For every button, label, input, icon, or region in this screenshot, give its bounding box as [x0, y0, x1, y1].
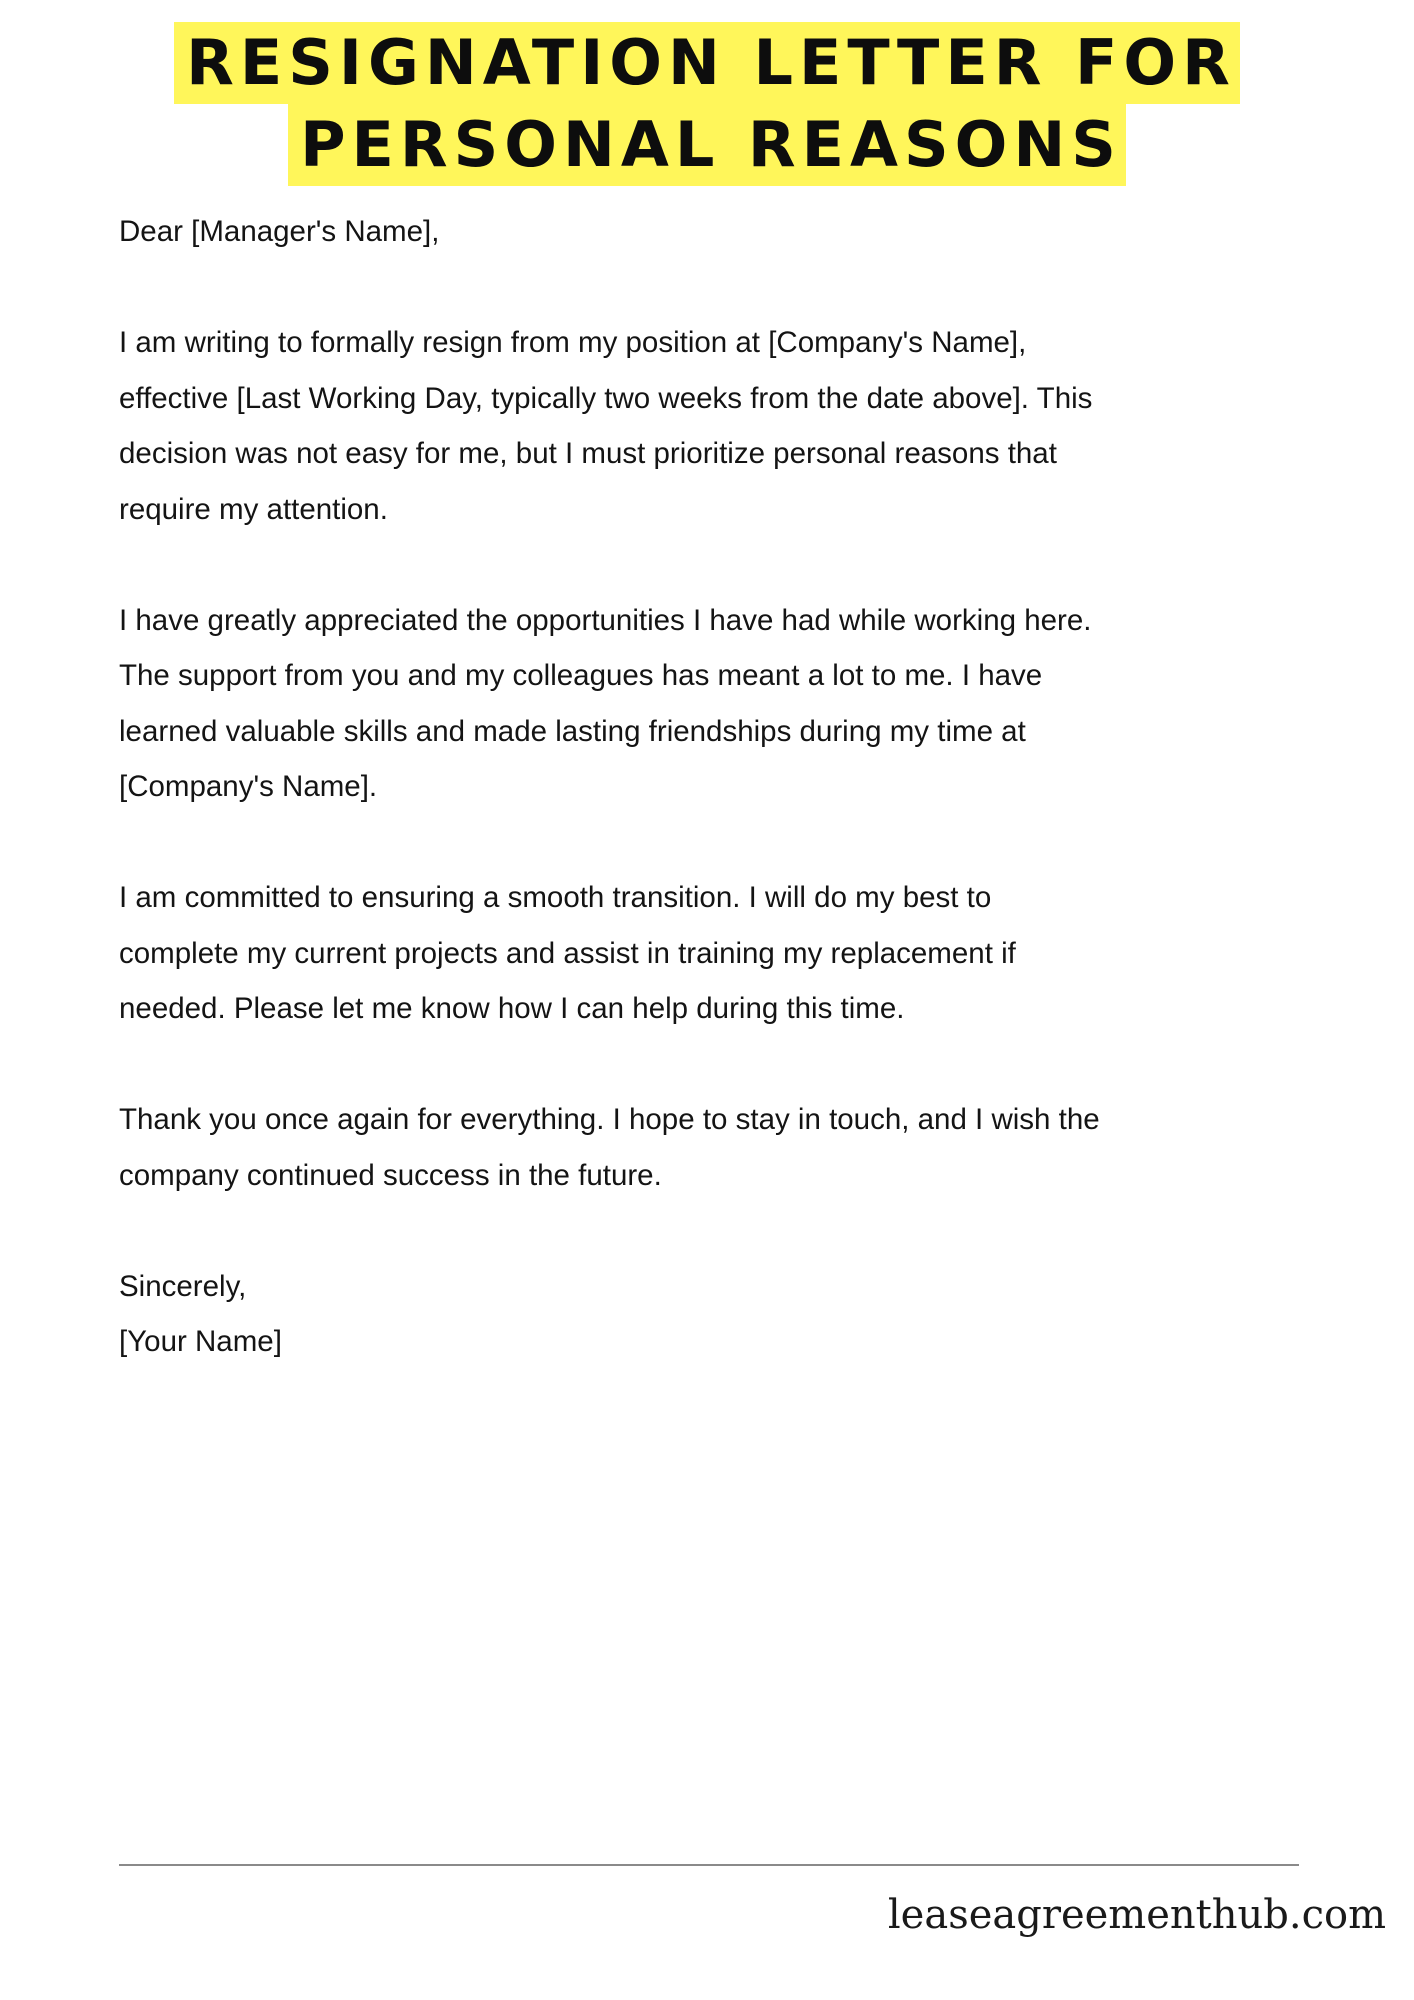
footer-divider: [119, 1864, 1299, 1866]
closing: Sincerely,: [119, 1269, 247, 1303]
page-title: [0, 22, 1414, 186]
title-line-1: RESIGNATION LETTER FOR: [174, 22, 1240, 104]
letter-body: [119, 204, 1319, 1370]
paragraph-1: I am writing to formally resign from my position at [Company's Name], effective [Last Working Day, typically two weeks from the date above]. This decision was not easy for me, but I must prioritize personal reasons that require my attention.: [119, 326, 1093, 526]
footer-website: leaseagreementhub.com: [887, 1892, 1386, 1938]
salutation: Dear [Manager's Name],: [119, 215, 440, 248]
paragraph-4: Thank you once again for everything. I hope to stay in touch, and I wish the company continued success in the future.: [119, 1103, 1100, 1192]
signature: [Your Name]: [119, 1325, 282, 1358]
title-line-2: PERSONAL REASONS: [288, 104, 1126, 186]
paragraph-2: I have greatly appreciated the opportunities I have had while working here. The support from you and my colleagues has meant a lot to me. I have learned valuable skills and made lasting friendships during my time at [Company's Name].: [119, 603, 1092, 803]
paragraph-3: I am committed to ensuring a smooth transition. I will do my best to complete my current projects and assist in training my replacement if needed. Please let me know how I can help during this time.: [119, 881, 1016, 1025]
